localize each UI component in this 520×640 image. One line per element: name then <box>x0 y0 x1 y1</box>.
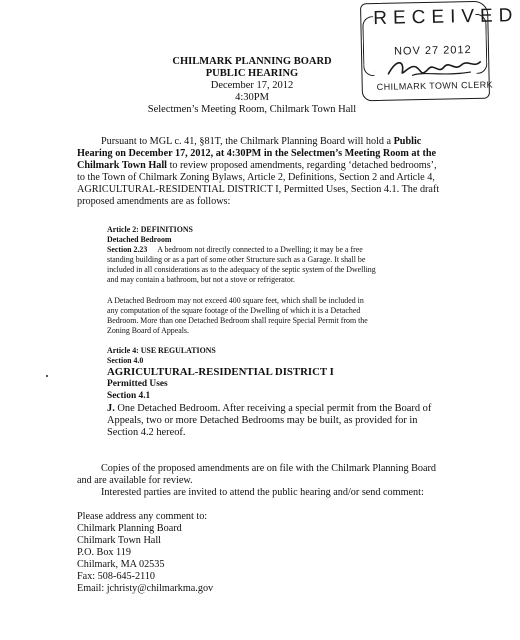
address-intro: Please address any comment to: <box>77 511 208 522</box>
scan-speck <box>46 375 48 377</box>
item-j-line-3: Section 4.2 hereof. <box>107 427 186 438</box>
section-2-23-line-1: Section 2.23 A bedroom not directly connected to a Dwelling; it may be a free <box>107 245 363 254</box>
section-2-23-line-3: included in all considerations as to the adequacy of the septic system of the Dwelling <box>107 265 376 274</box>
section-2-23-line-2: standing building or as a part of some other Structure such as a Garage. It shall be <box>107 255 366 264</box>
size-limit-line-4: Zoning Board of Appeals. <box>107 326 189 335</box>
intro-line-3: Chilmark Town Hall to review proposed amendments, regarding ‘detached bedrooms’, <box>77 160 437 171</box>
intro-line-2: Hearing on December 17, 2012, at 4:30PM in the Selectmen’s Meeting Room at the <box>77 148 437 159</box>
section-4-0: Section 4.0 <box>107 356 144 365</box>
item-j-line-2: Appeals, two or more Detached Bedrooms may be built, as provided for in <box>107 415 418 426</box>
size-limit-line-1: A Detached Bedroom may not exceed 400 square feet, which shall be included in <box>107 296 364 305</box>
item-j-line-1: J. One Detached Bedroom. After receiving a special permit from the Board of <box>107 403 432 414</box>
handwritten-signature <box>384 54 485 82</box>
hearing-location: Selectmen’s Meeting Room, Chilmark Town Hall <box>147 104 357 115</box>
section-4-1-heading: Section 4.1 <box>107 391 151 401</box>
address-line-2: Chilmark Town Hall <box>77 535 161 546</box>
hearing-time: 4:30PM <box>235 92 269 103</box>
address-line-3: P.O. Box 119 <box>77 547 131 558</box>
intro-line-1: Pursuant to MGL c. 41, §81T, the Chilmark Planning Board will hold a Public <box>101 136 422 147</box>
intro-line-5: AGRICULTURAL-RESIDENTIAL DISTRICT I, Permitted Uses, Section 4.1. The draft <box>77 184 440 195</box>
stamp-received-word: RECEIVED <box>373 5 519 30</box>
copies-line-2: and are available for review. <box>77 475 193 486</box>
article-4-heading: Article 4: USE REGULATIONS <box>107 346 216 355</box>
address-line-4: Chilmark, MA 02535 <box>77 559 165 570</box>
board-name: CHILMARK PLANNING BOARD <box>172 56 332 67</box>
fax-number: Fax: 508-645-2110 <box>77 571 156 582</box>
intro-line-6: proposed amendments are as follows: <box>77 196 231 207</box>
interested-parties-line: Interested parties are invited to attend the public hearing and/or send comment: <box>101 487 424 498</box>
address-line-1: Chilmark Planning Board <box>77 523 182 534</box>
email-address: Email: jchristy@chilmarkma.gov <box>77 583 214 594</box>
stamp-office: CHILMARK TOWN CLERK <box>376 79 494 93</box>
stamp-date: NOV 27 2012 <box>393 44 472 58</box>
permitted-uses-heading: Permitted Uses <box>107 379 168 389</box>
intro-line-4: to the Town of Chilmark Zoning Bylaws, Article 2, Definitions, Section 2 and Article 4, <box>77 172 435 183</box>
section-2-23-line-4: and may contain a bathroom, but not a stove or refrigerator. <box>107 275 295 284</box>
district-heading: AGRICULTURAL-RESIDENTIAL DISTRICT I <box>107 366 334 378</box>
size-limit-line-3: Bedroom. More than one Detached Bedroom shall require Special Permit from the <box>107 316 368 325</box>
copies-line-1: Copies of the proposed amendments are on file with the Chilmark Planning Board <box>101 463 436 474</box>
detached-bedroom-heading: Detached Bedroom <box>107 235 172 244</box>
hearing-date: December 17, 2012 <box>210 80 294 91</box>
hearing-title: PUBLIC HEARING <box>205 68 299 79</box>
article-2-heading: Article 2: DEFINITIONS <box>107 225 193 234</box>
size-limit-line-2: any computation of the square footage of the Dwelling of which it is a Detached <box>107 306 361 315</box>
